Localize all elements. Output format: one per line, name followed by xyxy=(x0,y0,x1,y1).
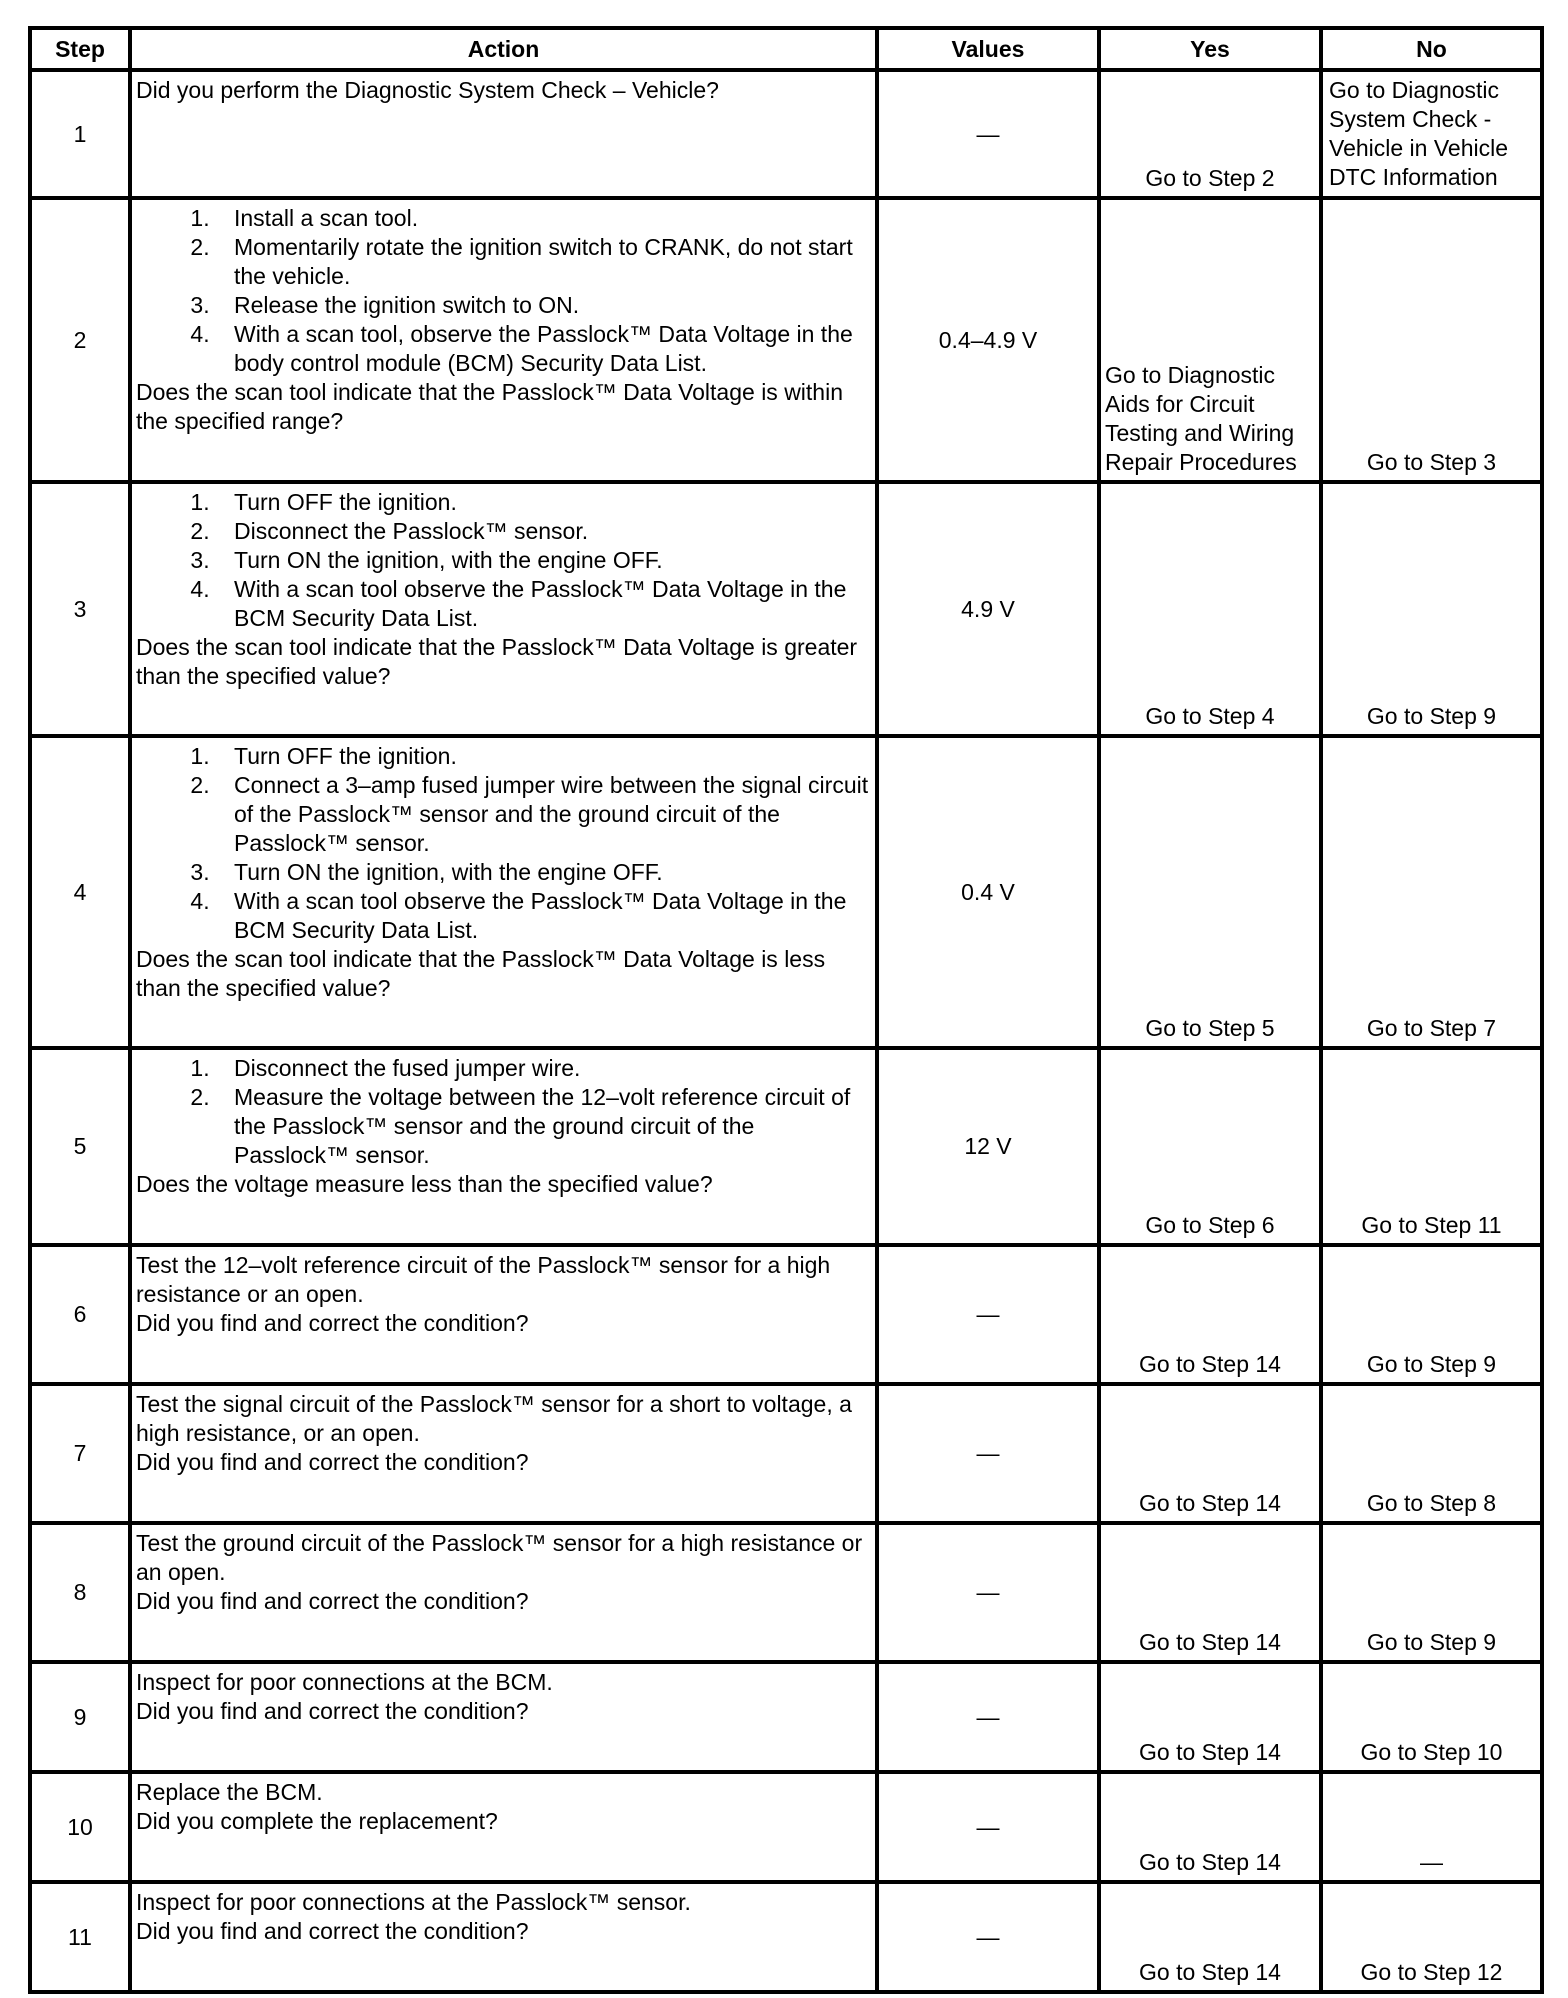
action-question: Did you find and correct the condition? xyxy=(136,1698,529,1724)
yes-cell: Go to Step 14 xyxy=(1099,1384,1321,1523)
list-item: 2. Connect a 3–amp fused jumper wire between the signal circuit of the Passlock™ sensor and the ground circuit of the Passlock™ sensor. xyxy=(216,771,869,858)
list-item: 2. Measure the voltage between the 12–volt reference circuit of the Passlock™ sensor and the ground circuit of the Passlock™ sensor. xyxy=(216,1083,869,1170)
action-intro: Inspect for poor connections at the Passlock™ sensor. xyxy=(136,1889,691,1915)
list-item: 1. Turn OFF the ignition. xyxy=(216,488,869,517)
yes-cell: Go to Step 4 xyxy=(1099,482,1321,736)
yes-cell: Go to Step 14 xyxy=(1099,1245,1321,1384)
step-number: 7 xyxy=(30,1384,130,1523)
action-intro: Test the signal circuit of the Passlock™ sensor for a short to voltage, a high resistance, or an open. xyxy=(136,1391,852,1446)
step-number: 8 xyxy=(30,1523,130,1662)
table-row xyxy=(30,1662,1542,1772)
step-number: 2 xyxy=(30,198,130,482)
no-cell: Go to Step 11 xyxy=(1321,1048,1542,1245)
action-cell xyxy=(130,1245,877,1384)
action-intro: Did you perform the Diagnostic System Check – Vehicle? xyxy=(136,77,719,103)
header-yes: Yes xyxy=(1099,28,1321,70)
value-cell: — xyxy=(877,1772,1099,1882)
no-cell: Go to Step 8 xyxy=(1321,1384,1542,1523)
value-cell: 0.4–4.9 V xyxy=(877,198,1099,482)
action-question: Does the scan tool indicate that the Passlock™ Data Voltage is greater than the specified value? xyxy=(136,634,858,689)
yes-cell: Go to Step 14 xyxy=(1099,1882,1321,1992)
action-question: Did you find and correct the condition? xyxy=(136,1310,529,1336)
value-cell: 0.4 V xyxy=(877,736,1099,1048)
step-number: 11 xyxy=(30,1882,130,1992)
no-cell: Go to Step 9 xyxy=(1321,1523,1542,1662)
action-intro: Inspect for poor connections at the BCM. xyxy=(136,1669,553,1695)
value-cell: — xyxy=(877,1662,1099,1772)
step-number: 1 xyxy=(30,70,130,198)
list-item: 1. Install a scan tool. xyxy=(216,204,869,233)
table-row xyxy=(30,1772,1542,1882)
action-steps-list xyxy=(136,1054,869,1170)
list-item: 2. Momentarily rotate the ignition switch to CRANK, do not start the vehicle. xyxy=(216,233,869,291)
action-intro: Test the 12–volt reference circuit of the Passlock™ sensor for a high resistance or an open. xyxy=(136,1252,831,1307)
no-cell: Go to Step 9 xyxy=(1321,1245,1542,1384)
table-row xyxy=(30,1245,1542,1384)
no-cell: Go to Step 3 xyxy=(1321,198,1542,482)
action-question: Does the scan tool indicate that the Passlock™ Data Voltage is less than the specified value? xyxy=(136,946,826,1001)
action-cell xyxy=(130,1048,877,1245)
list-item: 1. Turn OFF the ignition. xyxy=(216,742,869,771)
table-row xyxy=(30,736,1542,1048)
value-cell: — xyxy=(877,1245,1099,1384)
step-number: 9 xyxy=(30,1662,130,1772)
list-item: 3. Turn ON the ignition, with the engine OFF. xyxy=(216,546,869,575)
list-item: 4. With a scan tool observe the Passlock™ Data Voltage in the BCM Security Data List. xyxy=(216,887,869,945)
action-cell xyxy=(130,1772,877,1882)
table-row xyxy=(30,70,1542,198)
list-item: 3. Turn ON the ignition, with the engine OFF. xyxy=(216,858,869,887)
table-row xyxy=(30,1384,1542,1523)
action-cell xyxy=(130,198,877,482)
value-cell: — xyxy=(877,70,1099,198)
table-row xyxy=(30,1048,1542,1245)
no-cell: Go to Step 10 xyxy=(1321,1662,1542,1772)
table-row xyxy=(30,1523,1542,1662)
yes-cell: Go to Step 14 xyxy=(1099,1523,1321,1662)
action-cell xyxy=(130,1523,877,1662)
table-row xyxy=(30,198,1542,482)
no-cell: Go to Step 12 xyxy=(1321,1882,1542,1992)
value-cell: 12 V xyxy=(877,1048,1099,1245)
action-question: Did you complete the replacement? xyxy=(136,1808,498,1834)
list-item: 4. With a scan tool observe the Passlock™ Data Voltage in the BCM Security Data List. xyxy=(216,575,869,633)
header-action: Action xyxy=(130,28,877,70)
action-cell xyxy=(130,1882,877,1992)
list-item: 4. With a scan tool, observe the Passlock™ Data Voltage in the body control module (BCM) Security Data List. xyxy=(216,320,869,378)
step-number: 5 xyxy=(30,1048,130,1245)
yes-cell: Go to Step 14 xyxy=(1099,1772,1321,1882)
no-cell: Go to Step 9 xyxy=(1321,482,1542,736)
action-steps-list xyxy=(136,204,869,378)
list-item: 3. Release the ignition switch to ON. xyxy=(216,291,869,320)
yes-cell: Go to Diagnostic Aids for Circuit Testing and Wiring Repair Procedures xyxy=(1099,198,1321,482)
header-row xyxy=(30,28,1542,70)
action-question: Does the voltage measure less than the specified value? xyxy=(136,1171,713,1197)
action-intro: Replace the BCM. xyxy=(136,1779,323,1805)
header-no: No xyxy=(1321,28,1542,70)
action-cell xyxy=(130,1384,877,1523)
yes-cell: Go to Step 6 xyxy=(1099,1048,1321,1245)
yes-cell: Go to Step 2 xyxy=(1099,70,1321,198)
value-cell: 4.9 V xyxy=(877,482,1099,736)
action-intro: Test the ground circuit of the Passlock™ sensor for a high resistance or an open. xyxy=(136,1530,863,1585)
action-question: Does the scan tool indicate that the Passlock™ Data Voltage is within the specified range? xyxy=(136,379,844,434)
action-cell xyxy=(130,70,877,198)
no-cell: Go to Step 7 xyxy=(1321,736,1542,1048)
list-item: 2. Disconnect the Passlock™ sensor. xyxy=(216,517,869,546)
action-question: Did you find and correct the condition? xyxy=(136,1449,529,1475)
yes-cell: Go to Step 5 xyxy=(1099,736,1321,1048)
table-row xyxy=(30,482,1542,736)
diagnostic-table-sheet xyxy=(28,26,1540,1994)
no-cell: — xyxy=(1321,1772,1542,1882)
action-steps-list xyxy=(136,488,869,633)
step-number: 4 xyxy=(30,736,130,1048)
value-cell: — xyxy=(877,1384,1099,1523)
step-number: 10 xyxy=(30,1772,130,1882)
list-item: 1. Disconnect the fused jumper wire. xyxy=(216,1054,869,1083)
step-number: 3 xyxy=(30,482,130,736)
value-cell: — xyxy=(877,1882,1099,1992)
yes-cell: Go to Step 14 xyxy=(1099,1662,1321,1772)
header-values: Values xyxy=(877,28,1099,70)
header-step: Step xyxy=(30,28,130,70)
no-cell: Go to Diagnostic System Check - Vehicle in Vehicle DTC Information xyxy=(1321,70,1542,198)
action-question: Did you find and correct the condition? xyxy=(136,1588,529,1614)
action-question: Did you find and correct the condition? xyxy=(136,1918,529,1944)
action-cell xyxy=(130,1662,877,1772)
action-cell xyxy=(130,482,877,736)
table-row xyxy=(30,1882,1542,1992)
action-steps-list xyxy=(136,742,869,945)
step-number: 6 xyxy=(30,1245,130,1384)
value-cell: — xyxy=(877,1523,1099,1662)
diagnostic-table xyxy=(28,26,1544,1994)
action-cell xyxy=(130,736,877,1048)
